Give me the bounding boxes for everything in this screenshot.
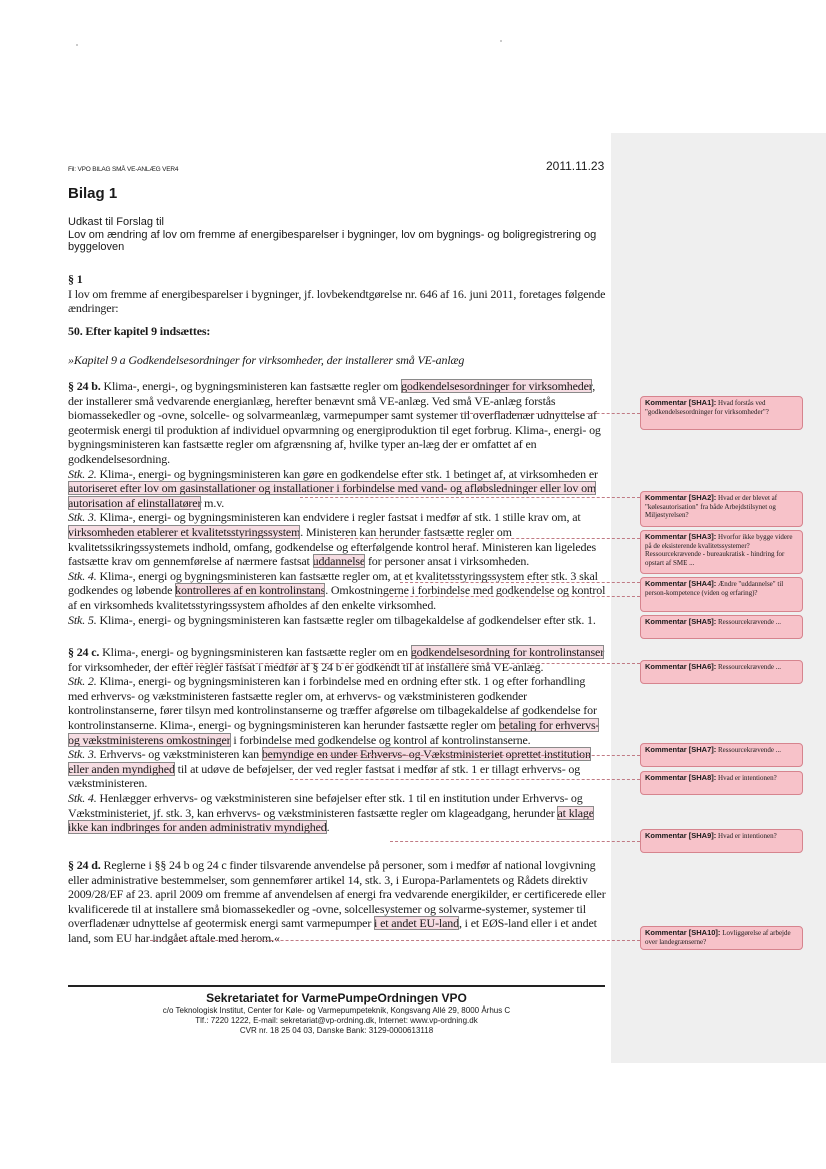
highlight-sha3[interactable]: virksomheden etablerer et kvalitetsstyringssystem [68, 524, 301, 539]
paragraph-24b-stk1: § 24 b. Klima-, energi-, og bygningsministeren kan fastsætte regler om godkendelsesordninger for virksomheder, der installerer små vedvarende energianlæg, herefter benævnt små VE-anlæg. Ved små VE-anlæg forstås biomassekedler og -ovne, solcelle- og solvarmeanlæg, varmepumper samt systemer til overfladenær udnyttelse af geotermisk energi til produktion af individuel opvarmning og energiproduktion til eget forbrug. Klima-, energi- og bygningsministeren kan fastsætte regler om afgrænsning af, hvilke typer an-læg der er omfattet af en godkendelsesordning. [68, 379, 601, 466]
comment-sha5[interactable]: Kommentar [SHA5]: Ressourcekrævende ... [640, 615, 803, 639]
footer-divider [68, 985, 605, 987]
paragraph-24c-stk4: Stk. 4. Henlægger erhvervs- og vækstministeren sine beføjelser efter stk. 1 til en institution under Erhvervs- og Vækstministeriet, jf. stk. 3, kan erhvervs- og vækstministeren fastsætte regler om klageadgang, herunder at klage ikke kan indbringes for anden administrativ myndighed. [68, 790, 594, 835]
comment-sha2[interactable]: Kommentar [SHA2]: Hvad er der blevet af "kølesautorisation" fra både Arbejdstilsynet og Miljøstyrelsen? [640, 491, 803, 527]
paragraph-24c-stk3: Stk. 3. Erhvervs- og vækstministeren kan bemyndige en under Erhvervs- og Vækstministeriet oprettet institution eller anden myndighed til at udøve de beføjelser, der ved regler fastsat i medfør af stk. 1 er tillagt erhvervs- og vækstministeren. [68, 747, 591, 791]
highlight-sha2[interactable]: autoriseret efter lov om gasinstallationer og installationer i forbindelse med vand- og afløbsledninger eller lov om autorisation af elinstallatører [68, 481, 597, 510]
scan-speck [76, 44, 78, 46]
paragraph-24b-stk4: Stk. 4. Klima-, energi og bygningsministeren kan fastsætte regler om, at et kvalitetsstyringssystem efter stk. 3 skal godkendes og løbende kontrolleres af en kontrolinstans. Omkostningerne i forbindelse med godkendelse og kontrol af en virksomheds kvalitetsstyringssystem afholdes af den enkelte virksomhed. [68, 568, 606, 612]
comment-sha6[interactable]: Kommentar [SHA6]: Ressourcekrævende ... [640, 660, 803, 684]
page-title: Bilag 1 [68, 185, 118, 202]
comment-leader [300, 497, 640, 498]
paragraph-24b-stk5: Stk. 5. Klima-, energi- og bygningsministeren kan fastsætte regler om tilbagekaldelse af godkendelser efter stk. 1. [68, 612, 596, 627]
comment-leader [460, 413, 640, 414]
section-1-heading: § 1 [68, 272, 83, 286]
scan-speck [500, 40, 502, 42]
comment-sha3[interactable]: Kommentar [SHA3]: Hvorfor ikke bygge videre på de eksisterende kvalitetssystemer? Ressourcekrævende - bureaukratisk - hindring for opstart af SME ... [640, 530, 803, 574]
comment-sha4[interactable]: Kommentar [SHA4]: Ændre "uddannelse" til person-kompetence (viden og erfaring)? [640, 577, 803, 612]
paragraph-24b [68, 379, 606, 627]
highlight-sha9[interactable]: at klage ikke kan indbringes for anden administrativ myndighed [68, 805, 594, 835]
footer-org: Sekretariatet for VarmePumpeOrdningen VPO [206, 991, 467, 1005]
comment-leader [390, 841, 640, 842]
file-reference: Fil: VPO BILAG SMÅ VE-ANLÆG VER4 [68, 166, 179, 173]
highlight-sha7[interactable]: betaling for erhvervs- og vækstministerens omkostninger [68, 717, 600, 747]
paragraph-24b-stk3: Stk. 3. Klima-, energi- og bygningsministeren kan endvidere i regler fastsat i medfør af stk. 1 stille krav om, at virksomheden etablerer et kvalitetsstyringssystem. Ministeren kan herunder fastsætte regler om kvalitetssikringssystemets indhold, omfang, godkendelse og efterfølgende kontrol heraf. Ministeren kan ligeledes fastsætte krav om gennemførelse af nærmere fastsat uddannelse for personer ansat i virksomheden. [68, 510, 597, 569]
paragraph-24c-stk2: Stk. 2. Klima-, energi- og bygningsministeren kan i forbindelse med en ordning efter stk. 1 og efter forhandling med erhvervs- og vækstministeren fastsætte regler om, at erhvervs- og vækstministeren godkender kontrolinstanserne, fører tilsyn med kontrolinstanserne og træffer afgørelse om tilbagekaldelse af godkendelse for kontrolinstanserne. Klima-, energi- og bygningsministeren kan herunder fastsætte regler om betaling for erhvervs- og vækstministerens omkostninger i forbindelse med godkendelse og kontrol af kontrolinstanserne. [68, 674, 600, 747]
comment-sha10[interactable]: Kommentar [SHA10]: Lovliggørelse af arbejde over landegrænserne? [640, 926, 803, 950]
comment-leader [290, 779, 640, 780]
footer-address: c/o Teknologisk Institut, Center for Køle- og Varmepumpeteknik, Kongsvang Allé 29, 8000 Århus C [162, 1006, 511, 1015]
intro-line-2: Lov om ændring af lov om fremme af energibesparelser i bygninger, lov om bygnings- og boligregistrering og byggeloven [68, 228, 597, 253]
section-1 [68, 272, 606, 316]
comment-leader [180, 663, 640, 664]
highlight-sha6[interactable]: godkendelsesordning for kontrolinstanser [410, 645, 605, 659]
comment-leader [150, 940, 640, 941]
highlight-sha4[interactable]: uddannelse [312, 554, 366, 569]
comment-sha9[interactable]: Kommentar [SHA9]: Hvad er intentionen? [640, 829, 803, 853]
document-date: 2011.11.23 [546, 159, 605, 173]
section-1-text: I lov om fremme af energibesparelser i bygninger, jf. lovbekendtgørelse nr. 646 af 16. juni 2011, foretages følgende ændringer: [68, 286, 606, 316]
footer [68, 991, 605, 1036]
paragraph-24c [68, 645, 606, 835]
comment-leader [380, 596, 640, 597]
comment-leader [400, 582, 640, 583]
intro-line-1: Udkast til Forslag til [68, 216, 164, 228]
footer-registration: CVR nr. 18 25 04 03, Danske Bank: 3129-0000613118 [239, 1026, 434, 1035]
comment-leader [320, 755, 640, 756]
comment-sha8[interactable]: Kommentar [SHA8]: Hvad er intentionen? [640, 771, 803, 795]
paragraph-24b-stk2: Stk. 2. Klima-, energi- og bygningsministeren kan gøre en godkendelse efter stk. 1 betinget af, at virksomheden er autoriseret efter lov om gasinstallationer og installationer i forbindelse med vand- og afløbsledninger eller lov om autorisation af elinstallatører m.v. [68, 466, 598, 510]
paragraph-24c-stk1: § 24 c. Klima-, energi- og bygningsministeren kan fastsætte regler om en godkendelsesordning for kontrolinstanser for virksomheder, der efter regler fastsat i medfør af § 24 b er godkendt til at installere små VE-anlæg. [68, 645, 605, 674]
highlight-sha8[interactable]: bemyndige en under Erhvervs- og Vækstministeriet oprettet institution eller anden myndighed [68, 747, 591, 776]
intro-block [68, 216, 608, 254]
chapter-heading: »Kapitel 9 a Godkendelsesordninger for virksomheder, der installerer små VE-anlæg [68, 353, 465, 367]
highlight-sha5[interactable]: kontrolleres af en kontrolinstans [175, 583, 326, 598]
comment-leader [330, 538, 640, 539]
highlight-sha1[interactable]: godkendelsesordninger for virksomheder [401, 379, 593, 393]
comment-sha1[interactable]: Kommentar [SHA1]: Hvad forstås ved "godkendelsesordninger for virksomheder"? [640, 396, 803, 430]
paragraph-24d: § 24 d. Reglerne i §§ 24 b og 24 c finder tilsvarende anvendelse på personer, som i medfør af national lovgivning eller administrative bestemmelser, som gennemfører artikel 14, stk. 3, i Europa-Parlamentets og Rådets direktiv 2009/28/EF af 23. april 2009 om fremme af anvendelsen af energi fra vedvarende energikilder, er certificerede eller kvalificerede til at installere små biomassekedler og -ovne, solcellesystemer og solvarme-systemer, systemer til overfladenær udnyttelse af geotermisk energi samt varmepumper i et andet EU-land, i et EØS-land eller i et andet land, som EU har indgået aftale med herom.« [68, 858, 606, 945]
item-50-heading: 50. Efter kapitel 9 indsættes: [68, 324, 211, 338]
comment-sha7[interactable]: Kommentar [SHA7]: Ressourcekrævende ... [640, 743, 803, 767]
highlight-sha10[interactable]: i et andet EU-land [374, 916, 459, 931]
footer-contact: Tlf.: 7220 1222, E-mail: sekretariat@vp-ordning.dk, Internet: www.vp-ordning.dk [195, 1016, 478, 1025]
